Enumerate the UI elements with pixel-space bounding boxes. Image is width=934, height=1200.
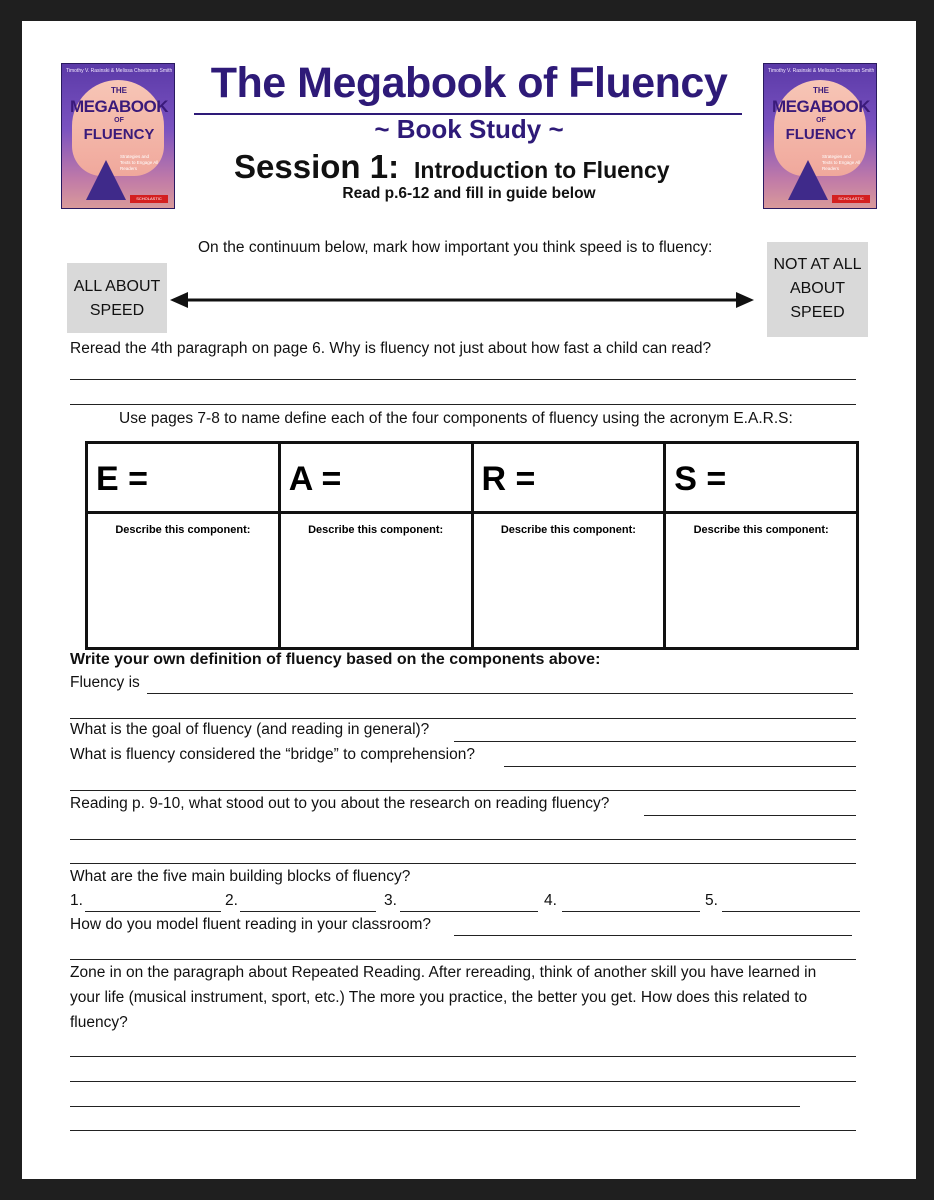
answer-line[interactable] (454, 741, 856, 742)
ears-describe-s[interactable]: Describe this component: (665, 513, 858, 649)
ears-letter-s[interactable]: S = (665, 443, 858, 513)
answer-line[interactable] (70, 1056, 856, 1057)
block-number-2: 2. (225, 892, 238, 909)
answer-line[interactable] (70, 404, 856, 405)
ears-letter-e[interactable]: E = (87, 443, 280, 513)
right-label-line1: NOT AT ALL (773, 256, 862, 273)
cover-line1: THE (813, 86, 829, 95)
cover-tagline: Strategies and Texts to Engage All Readers (120, 154, 159, 171)
session-label: Session 1: (234, 148, 400, 185)
cover-line4: FLUENCY (785, 126, 857, 143)
page-title: The Megabook of Fluency (210, 59, 728, 107)
continuum-right-label (767, 242, 868, 337)
ears-letter-a[interactable]: A = (279, 443, 472, 513)
ears-table (85, 441, 859, 650)
left-label-line2: SPEED (89, 302, 145, 319)
cover-line1: THE (111, 86, 127, 95)
cover-line4: FLUENCY (83, 126, 155, 143)
ears-describe-r[interactable]: Describe this component: (472, 513, 665, 649)
answer-line[interactable] (70, 790, 856, 791)
right-label-line3: SPEED (790, 304, 845, 321)
bridge-question: What is fluency considered the “bridge” to comprehension? (70, 746, 475, 763)
book-cover-right (763, 63, 877, 209)
fluency-is-label: Fluency is (70, 674, 140, 691)
answer-line[interactable] (70, 379, 856, 380)
block-answer-2[interactable] (240, 911, 376, 912)
goal-question: What is the goal of fluency (and reading in general)? (70, 721, 430, 738)
answer-line[interactable] (70, 863, 856, 864)
repeated-reading-line1: Zone in on the paragraph about Repeated Reading. After rereading, think of another skill you have learned in (70, 964, 817, 981)
answer-line[interactable] (70, 1130, 856, 1131)
cover-line2: MEGABOOK (772, 97, 870, 116)
cover-authors: Timothy V. Rasinski & Melissa Cheesman Smith (66, 68, 173, 74)
reread-question: Reread the 4th paragraph on page 6. Why is fluency not just about how fast a child can read? (70, 340, 712, 357)
block-answer-3[interactable] (400, 911, 538, 912)
continuum-arrow[interactable] (170, 289, 754, 311)
block-number-1: 1. (70, 892, 83, 909)
research-question: Reading p. 9-10, what stood out to you about the research on reading fluency? (70, 795, 610, 812)
answer-line[interactable] (644, 815, 856, 816)
definition-heading: Write your own definition of fluency based on the components above: (70, 651, 601, 668)
blocks-question: What are the five main building blocks of fluency? (70, 868, 411, 885)
right-label-line2: ABOUT (789, 280, 846, 297)
repeated-reading-line3: fluency? (70, 1014, 128, 1031)
cover-tagline: Strategies and Texts to Engage All Readers (822, 154, 861, 171)
ears-prompt: Use pages 7-8 to name define each of the four components of fluency using the acronym E.A.R.S: (119, 410, 793, 427)
block-number-5: 5. (705, 892, 718, 909)
left-label-line1: ALL ABOUT (73, 278, 161, 295)
reading-instruction: Read p.6-12 and fill in guide below (342, 185, 596, 202)
cover-line2: MEGABOOK (70, 97, 168, 116)
block-answer-1[interactable] (85, 911, 221, 912)
ears-letter-r[interactable]: R = (472, 443, 665, 513)
session-title: Introduction to Fluency (414, 157, 670, 183)
cover-line3: OF (816, 117, 826, 124)
repeated-reading-line2: your life (musical instrument, sport, etc.) The more you practice, the better you get. How does this related to (70, 989, 808, 1006)
block-answer-4[interactable] (562, 911, 700, 912)
answer-line[interactable] (147, 693, 853, 694)
cover-line3: OF (114, 117, 124, 124)
continuum-prompt: On the continuum below, mark how important you think speed is to fluency: (198, 239, 713, 256)
book-cover-left (61, 63, 175, 209)
worksheet-page (22, 21, 916, 1179)
answer-line[interactable] (454, 935, 852, 936)
block-number-4: 4. (544, 892, 557, 909)
model-question: How do you model fluent reading in your classroom? (70, 916, 431, 933)
ears-describe-a[interactable]: Describe this component: (279, 513, 472, 649)
block-answer-5[interactable] (722, 911, 860, 912)
answer-line[interactable] (70, 1081, 856, 1082)
cover-publisher: SCHOLASTIC (832, 195, 870, 203)
answer-line[interactable] (70, 959, 856, 960)
block-number-3: 3. (384, 892, 397, 909)
cover-publisher: SCHOLASTIC (130, 195, 168, 203)
continuum-left-label (67, 263, 167, 333)
answer-line[interactable] (70, 718, 856, 719)
answer-line[interactable] (504, 766, 856, 767)
page-subtitle: ~ Book Study ~ (374, 114, 564, 144)
answer-line[interactable] (70, 1106, 800, 1107)
answer-line[interactable] (70, 839, 856, 840)
ears-describe-e[interactable]: Describe this component: (87, 513, 280, 649)
cover-authors: Timothy V. Rasinski & Melissa Cheesman Smith (768, 68, 875, 74)
